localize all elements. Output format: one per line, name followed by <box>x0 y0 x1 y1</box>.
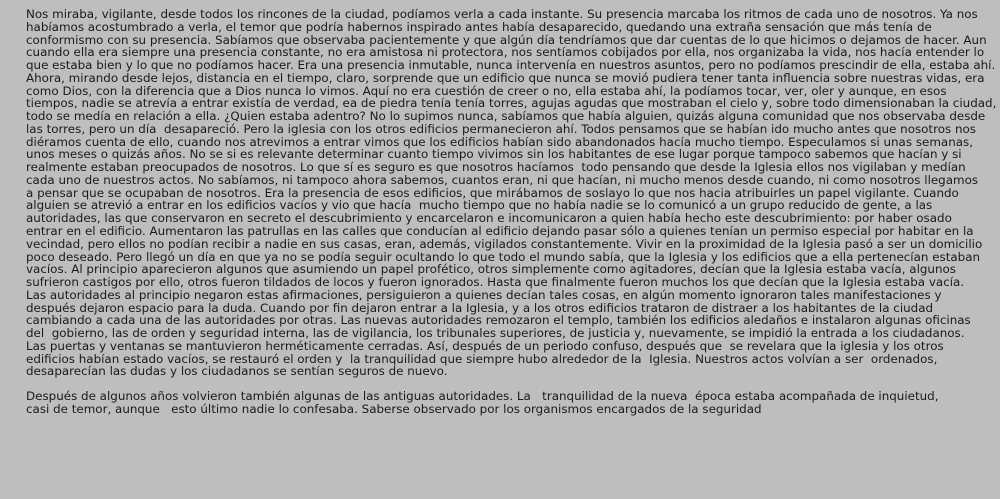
text-line: Ahora, mirando desde lejos, distancia en el tiempo, claro, sorprende que un edificio que nunca se movió pudiera tener tanta influencia sobre nuestras vidas, era <box>26 70 985 85</box>
text-line: Las autoridades al principio negaron estas afirmaciones, persiguieron a quienes decían tales cosas, en algún momento ignoraron tales manifestaciones y <box>26 287 942 302</box>
text-line: poco deseado. Pero llegó un día en que ya no se podía seguir ocultando lo que todo el mundo sabía, que la Iglesia y los edificios que a ella pertenecían estaban <box>26 249 981 264</box>
text-line: sufrieron castigos por ello, otros fueron tildados de locos y fueron ignorados. Hasta que finalmente fueron muchos los que decían que la Iglesia estaba vacía. <box>26 275 965 290</box>
text-line: habíamos acostumbrado a verla, el temor que podría habernos inspirado antes había desaparecido, quedando una extraña sensación que más tenía de <box>26 19 932 34</box>
text-line: edificios habían estado vacíos, se restauró el orden y la tranquilidad que siempre hubo alrededor de la Iglesia. Nuestros actos volvían a ser ordenados, <box>26 351 938 366</box>
paragraph-2 <box>26 390 986 416</box>
text-line: después dejaron espacio para la duda. Cuando por fin dejaron entrar a la Iglesia, y a los otros edificios trataron de distraer a los habitantes de la ciudad <box>26 300 934 315</box>
text-line: vecindad, pero ellos no podían recibir a nadie en sus casas, eran, además, vigilados constantemente. Vivir en la proximidad de la Iglesia pasó a ser un domicilio <box>26 236 983 251</box>
text-line: alguien se atrevió a entrar en los edificios vacíos y vio que hacía mucho tiempo que no había nadie se lo comunicó a un grupo reducido de gente, a las <box>26 198 933 213</box>
text-line: vacíos. Al principio aparecieron algunos que asumiendo un papel profético, otros simplemente como agitadores, decían que la Iglesia estaba vacía, algunos <box>26 262 956 277</box>
text-line: todo se medía en relación a ella. ¿Quien estaba adentro? No lo supimos nunca, sabíamos que había alguien, quizás alguna comunidad que nos observaba desde <box>26 109 986 124</box>
text-line: desaparecían las dudas y los ciudadanos se sentían seguros de nuevo. <box>26 364 448 379</box>
text-line: tiempos, nadie se atrevía a entrar existía de verdad, ea de piedra tenía tenía torres, agujas agudas que mostraban el cielo y, sobre todo dimensionaban la ciudad, <box>26 96 997 111</box>
text-line: del gobierno, las de orden y seguridad interna, las de vigilancia, los tribunales superiores, de justicia y, nuevamente, se impidió la entrada a los ciudadanos. <box>26 326 965 341</box>
text-line: Las puertas y ventanas se mantuvieron herméticamente cerradas. Así, después de un periodo confuso, después que se revelara que la iglesia y los otros <box>26 338 944 353</box>
text-line: casi de temor, aunque esto último nadie lo confesaba. Saberse observado por los organismos encargados de la seguridad <box>26 401 762 416</box>
text-line: conformismo con su presencia. Sabíamos que observaba pacientemente y que algún día tendríamos que dar cuentas de lo que hicimos o dejamos de hacer. Aun <box>26 32 987 47</box>
text-line: como Dios, con la diferencia que a Dios nunca lo vimos. Aquí no era cuestión de creer o no, ella estaba ahí, la podíamos tocar, ver, oler y aunque, en esos <box>26 83 947 98</box>
text-line: Nos miraba, vigilante, desde todos los rincones de la ciudad, podíamos verla a cada instante. Su presencia marcaba los ritmos de cada uno de nosotros. Ya nos <box>26 7 978 21</box>
text-line: las torres, pero un día desapareció. Pero la iglesia con los otros edificios permanecieron ahí. Todos pensamos que se habían ido mucho antes que nosotros nos <box>26 121 976 136</box>
text-line: realmente estaban preocupados de nosotros. Lo que sí es seguro es que nosotros hacíamos todo pensando que desde la Iglesia ellos nos vigilaban y medían <box>26 160 966 175</box>
text-line: entrar en el edificio. Aumentaron las patrullas en las calles que conducían al edificio dejando pasar sólo a quienes tenían un permiso especial por habitar en la <box>26 224 974 239</box>
text-line: diéramos cuenta de ello, cuando nos atrevimos a entrar vimos que los edificios habían sido abandonados hacía mucho tiempo. Especulamos si unas semanas, <box>26 134 974 149</box>
text-line: autoridades, las que conservaron en secreto el descubrimiento y encarcelaron e incomunicaron a quien había hecho este descubrimiento: por haber osado <box>26 211 952 226</box>
text-line: unos meses o quizás años. No se si es relevante determinar cuanto tiempo vivimos sin los habitantes de ese lugar porque tampoco sabemos que hacían y si <box>26 147 962 162</box>
paragraph-1 <box>26 7 997 379</box>
text-line: que estaba bien y lo que no podíamos hacer. Era una presencia inmutable, nunca intervenía en nuestros asuntos, pero no podíamos prescindir de ella, estaba ahí. <box>26 58 996 73</box>
text-line: cambiando a cada una de las autoridades por otras. Las nuevas autoridades remozaron el templo, también los edificios aledaños e instalaron algunas oficinas <box>26 313 971 328</box>
text-line: cuando ella era siempre una presencia constante, no era amistosa ni protectora, nos sentíamos cobijados por ella, nos organizaba la vida, nos hacía entender lo <box>26 45 985 60</box>
text-line: cada uno de nuestros actos. No sabíamos, ni tampoco ahora sabemos, cuantos eran, ni que hacían, ni mucho menos desde cuando, ni como nosotros llegamos <box>26 172 979 187</box>
text-line: Después de algunos años volvieron también algunas de las antiguas autoridades. La tranquilidad de la nueva época estaba acompañada de inquietud, <box>26 389 939 404</box>
text-line: a pensar que se ocupaban de nosotros. Era la presencia de esos edificios, que mirábamos de soslayo lo que nos hacia atribuirles un papel vigilante. Cuando <box>26 185 959 200</box>
